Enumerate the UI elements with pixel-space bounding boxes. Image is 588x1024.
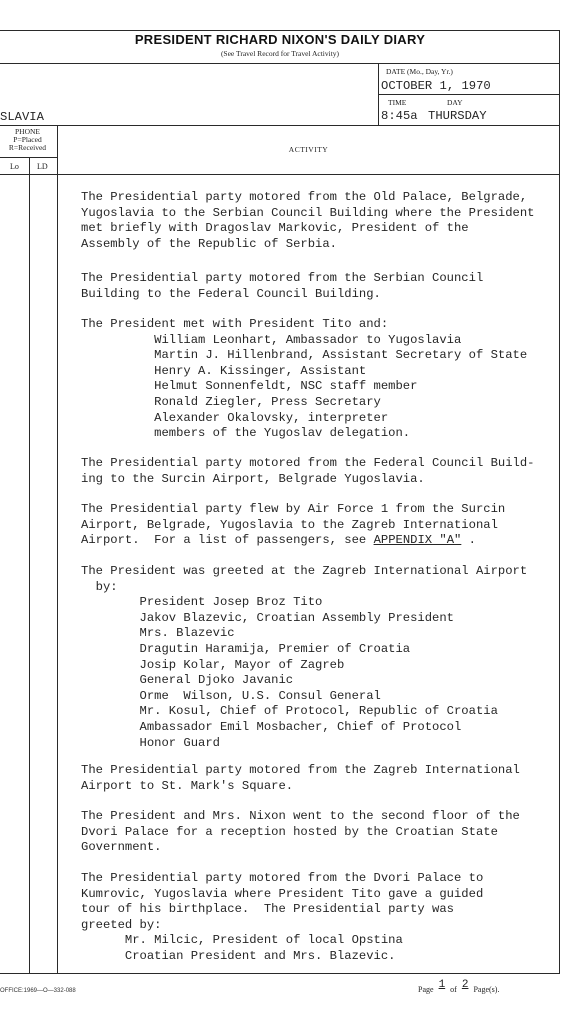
entry-line: Yugoslavia to the Serbian Council Building where the President <box>81 205 535 220</box>
entry-line: Airport to St. Mark's Square. <box>81 778 294 793</box>
entry-line: Government. <box>81 840 162 855</box>
entry-line: Dvori Palace for a reception hosted by the Croatian State <box>81 824 498 839</box>
phone-received-label: R=Received <box>8 143 47 152</box>
entry-line: The President met with President Tito and: <box>81 317 389 331</box>
entry-line: tour of his birthplace. The Presidential party was <box>81 902 454 917</box>
right-border <box>559 30 560 974</box>
phone-activity-divider <box>57 125 58 974</box>
lo-ld-divider <box>29 157 30 974</box>
entry-9 <box>81 871 483 965</box>
time-value: 8:45a <box>381 109 418 123</box>
entry-line: The Presidential party motored from the Serbian Council <box>81 271 484 285</box>
entry-line: greeted by: <box>81 917 162 932</box>
pages-label: Page(s). <box>473 985 500 994</box>
date-label: DATE (Mo., Day, Yr.) <box>386 67 453 76</box>
entry-line: The President and Mrs. Nixon went to the second floor of the <box>81 809 520 823</box>
entry-line: Mr. Kosul, Chief of Protocol, Republic of Croatia <box>81 704 498 719</box>
entry-line: The Presidential party motored from the Dvori Palace to <box>81 871 484 885</box>
top-border <box>0 30 560 31</box>
entry-line: Croatian President and Mrs. Blazevic. <box>81 948 396 963</box>
entry-line <box>81 533 505 549</box>
phone-placed-label: P=Placed <box>13 135 42 144</box>
page-indicator <box>418 979 500 996</box>
entry-line: Dragutin Haramija, Premier of Croatia <box>81 641 411 656</box>
entry-line-text: Airport. For a list of passengers, see <box>81 533 374 548</box>
appendix-link[interactable]: APPENDIX "A" <box>373 533 462 548</box>
place-fragment: SLAVIA <box>0 110 44 124</box>
entry-line: Helmut Sonnenfeldt, NSC staff member <box>81 379 418 394</box>
entry-line: by: <box>81 579 118 594</box>
bottom-border <box>0 973 560 974</box>
entry-6 <box>81 564 527 751</box>
entry-line: The Presidential party motored from the Zagreb International <box>81 763 520 777</box>
entry-line: The Presidential party motored from the Old Palace, Belgrade, <box>81 190 528 204</box>
header-divider <box>0 63 560 64</box>
entry-line: Ambassador Emil Mosbacher, Chief of Protocol <box>81 719 462 734</box>
date-value: OCTOBER 1, 1970 <box>381 79 491 93</box>
entry-line: Mr. Milcic, President of local Opstina <box>81 933 403 948</box>
entry-line: President Josep Broz Tito <box>81 595 323 610</box>
entry-line: met briefly with Dragoslav Markovic, President of the <box>81 221 469 236</box>
day-label: DAY <box>447 98 463 107</box>
page-subtitle: (See Travel Record for Travel Activity) <box>220 49 340 58</box>
office-code: OFFICE:1969—O—332-088 <box>0 988 76 994</box>
entry-5 <box>81 502 505 549</box>
entry-line: Kumrovic, Yugoslavia where President Tito gave a guided <box>81 886 484 901</box>
entry-line: Airport, Belgrade, Yugoslavia to the Zagreb International <box>81 517 498 532</box>
entry-line: Orme Wilson, U.S. Consul General <box>81 688 381 703</box>
entry-2 <box>81 271 483 302</box>
phone-column-header <box>0 128 55 152</box>
entry-line: Ronald Ziegler, Press Secretary <box>81 394 381 409</box>
page-label: Page <box>418 985 434 994</box>
entry-line: General Djoko Javanic <box>81 673 294 688</box>
entry-3 <box>81 317 527 442</box>
page-total: 2 <box>461 979 469 991</box>
entry-line: Assembly of the Republic of Serbia. <box>81 236 337 251</box>
page-title: PRESIDENT RICHARD NIXON'S DAILY DIARY <box>134 32 426 47</box>
entry-line: Josip Kolar, Mayor of Zagreb <box>81 657 345 672</box>
entry-line: Honor Guard <box>81 735 220 750</box>
activity-column-header: ACTIVITY <box>288 145 329 154</box>
entry-1 <box>81 190 534 252</box>
entry-8 <box>81 809 520 856</box>
entry-line: The Presidential party flew by Air Force 1 from the Surcin <box>81 502 506 516</box>
columns-bottom <box>0 174 560 175</box>
entry-line: The President was greeted at the Zagreb International Airport <box>81 564 528 578</box>
entry-line: members of the Yugoslav delegation. <box>81 426 411 441</box>
lo-label: Lo <box>10 162 19 171</box>
entry-line-tail: . <box>461 533 476 548</box>
date-divider <box>378 94 560 95</box>
entry-line: Henry A. Kissinger, Assistant <box>81 363 367 378</box>
page-number: 1 <box>438 979 446 991</box>
entry-line: Mrs. Blazevic <box>81 626 235 641</box>
entry-line: Alexander Okalovsky, interpreter <box>81 410 389 425</box>
entry-7 <box>81 763 520 794</box>
entry-line: Jakov Blazevic, Croatian Assembly President <box>81 610 454 625</box>
entry-line: William Leonhart, Ambassador to Yugoslavia <box>81 332 462 347</box>
ld-label: LD <box>37 162 48 171</box>
phone-label: PHONE <box>14 127 40 136</box>
time-label: TIME <box>388 98 407 107</box>
entry-4 <box>81 456 534 487</box>
entry-line: Martin J. Hillenbrand, Assistant Secretary of State <box>81 348 528 363</box>
entry-line: Building to the Federal Council Building. <box>81 286 381 301</box>
day-value: THURSDAY <box>428 109 487 123</box>
columns-top <box>0 125 560 126</box>
entry-line: The Presidential party motored from the Federal Council Build- <box>81 456 535 470</box>
entry-line: ing to the Surcin Airport, Belgrade Yugoslavia. <box>81 471 425 486</box>
of-label: of <box>450 985 457 994</box>
